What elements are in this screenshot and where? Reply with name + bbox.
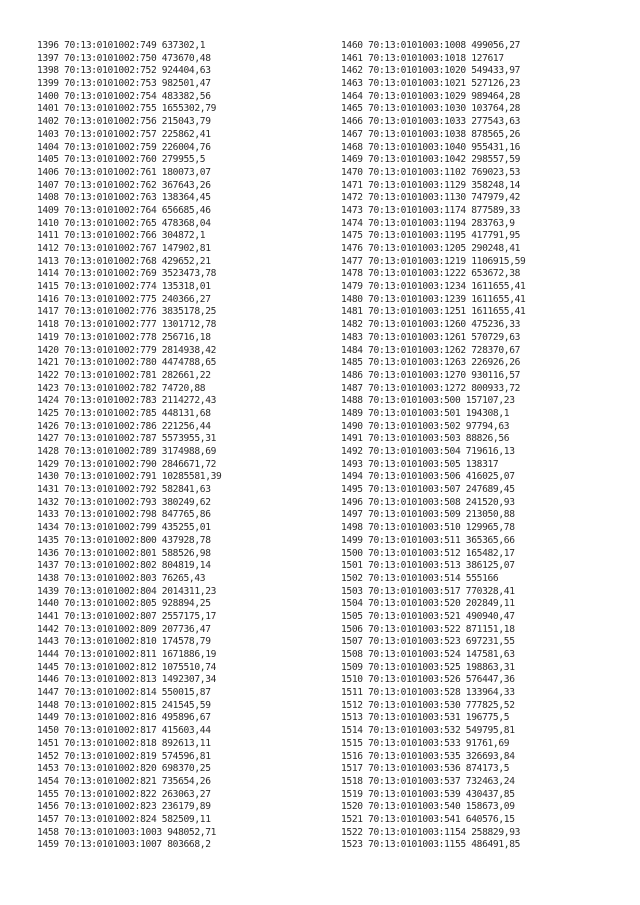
list-item: 1452 70:13:0101002:819 574596,81 — [37, 750, 211, 762]
list-item: 1500 70:13:0101003:512 165482,17 — [341, 547, 515, 559]
list-item: 1495 70:13:0101003:507 247689,45 — [341, 484, 515, 496]
list-item: 1494 70:13:0101003:506 416025,07 — [341, 471, 515, 483]
list-item: 1510 70:13:0101003:526 576447,36 — [341, 674, 515, 686]
list-item: 1438 70:13:0101002:803 76265,43 — [37, 572, 206, 584]
list-item: 1448 70:13:0101002:815 241545,59 — [37, 699, 211, 711]
list-item: 1423 70:13:0101002:782 74720,88 — [37, 382, 206, 394]
list-item: 1437 70:13:0101002:802 804819,14 — [37, 560, 211, 572]
list-item: 1417 70:13:0101002:776 3835178,25 — [37, 306, 217, 318]
list-item: 1414 70:13:0101002:769 3523473,78 — [37, 268, 217, 280]
list-item: 1398 70:13:0101002:752 924404,63 — [37, 65, 211, 77]
left-column — [37, 40, 221, 852]
list-item: 1514 70:13:0101003:532 549795,81 — [341, 725, 515, 737]
list-item: 1436 70:13:0101002:801 588526,98 — [37, 547, 211, 559]
list-item: 1456 70:13:0101002:823 236179,89 — [37, 801, 211, 813]
list-item: 1459 70:13:0101003:1007 803668,2 — [37, 839, 211, 851]
list-item: 1443 70:13:0101002:810 174578,79 — [37, 636, 211, 648]
list-item: 1469 70:13:0101003:1042 298557,59 — [341, 154, 521, 166]
list-item: 1412 70:13:0101002:767 147902,81 — [37, 243, 211, 254]
list-item: 1405 70:13:0101002:760 279955,5 — [37, 154, 206, 166]
list-item: 1418 70:13:0101002:777 1301712,78 — [37, 319, 217, 331]
list-item: 1473 70:13:0101003:1174 877589,33 — [341, 204, 521, 216]
list-item: 1402 70:13:0101002:756 215043,79 — [37, 116, 211, 128]
list-item: 1490 70:13:0101003:502 97794,63 — [341, 420, 510, 432]
list-item: 1497 70:13:0101003:509 213050,88 — [341, 509, 515, 521]
list-item: 1427 70:13:0101002:787 5573955,31 — [37, 433, 217, 445]
list-item: 1504 70:13:0101003:520 202849,11 — [341, 598, 515, 610]
list-item: 1481 70:13:0101003:1251 1611655,41 — [341, 306, 526, 318]
list-item: 1523 70:13:0101003:1155 486491,85 — [341, 839, 521, 851]
list-item: 1501 70:13:0101003:513 386125,07 — [341, 560, 515, 572]
list-item: 1420 70:13:0101002:779 2814938,42 — [37, 344, 217, 356]
list-item: 1416 70:13:0101002:775 240366,27 — [37, 293, 211, 305]
list-item: 1472 70:13:0101003:1130 747979,42 — [341, 192, 521, 204]
list-item: 1408 70:13:0101002:763 138364,45 — [37, 192, 211, 204]
list-item: 1507 70:13:0101003:523 697231,55 — [341, 636, 515, 648]
list-item: 1463 70:13:0101003:1021 527126,23 — [341, 78, 521, 90]
list-item: 1520 70:13:0101003:540 158673,09 — [341, 801, 515, 813]
list-item: 1433 70:13:0101002:798 847765,86 — [37, 509, 211, 521]
list-item: 1482 70:13:0101003:1260 475236,33 — [341, 319, 521, 331]
list-item: 1400 70:13:0101002:754 483382,56 — [37, 90, 211, 102]
list-item: 1508 70:13:0101003:524 147581,63 — [341, 649, 515, 660]
list-item: 1449 70:13:0101002:816 495896,67 — [37, 712, 211, 724]
list-item: 1424 70:13:0101002:783 2114272,43 — [37, 395, 217, 407]
list-item: 1516 70:13:0101003:535 326693,84 — [341, 750, 515, 762]
list-item: 1477 70:13:0101003:1219 1106915,59 — [341, 255, 526, 267]
list-item: 1453 70:13:0101002:820 698370,25 — [37, 763, 211, 775]
list-item: 1401 70:13:0101002:755 1655302,79 — [37, 103, 217, 115]
list-item: 1480 70:13:0101003:1239 1611655,41 — [341, 293, 526, 305]
list-item: 1426 70:13:0101002:786 221256,44 — [37, 420, 211, 432]
list-item: 1411 70:13:0101002:766 304872,1 — [37, 230, 206, 242]
list-item: 1446 70:13:0101002:813 1492307,34 — [37, 674, 217, 686]
list-item: 1506 70:13:0101003:522 871151,18 — [341, 623, 515, 635]
list-item: 1476 70:13:0101003:1205 290248,41 — [341, 243, 521, 254]
list-item: 1421 70:13:0101002:780 4474788,65 — [37, 357, 217, 369]
list-item: 1470 70:13:0101003:1102 769023,53 — [341, 166, 521, 178]
list-item: 1434 70:13:0101002:799 435255,01 — [37, 522, 211, 534]
list-item: 1518 70:13:0101003:537 732463,24 — [341, 775, 515, 787]
list-item: 1451 70:13:0101002:818 892613,11 — [37, 737, 211, 749]
list-item: 1399 70:13:0101002:753 982501,47 — [37, 78, 211, 90]
list-item: 1485 70:13:0101003:1263 226926,26 — [341, 357, 521, 369]
list-item: 1422 70:13:0101002:781 282661,22 — [37, 369, 211, 381]
list-item: 1475 70:13:0101003:1195 417791,95 — [341, 230, 521, 242]
list-item: 1441 70:13:0101002:807 2557175,17 — [37, 610, 217, 622]
list-item: 1471 70:13:0101003:1129 358248,14 — [341, 179, 521, 191]
list-item: 1435 70:13:0101002:800 437928,78 — [37, 534, 211, 546]
list-item: 1496 70:13:0101003:508 241520,93 — [341, 496, 515, 508]
list-item: 1413 70:13:0101002:768 429652,21 — [37, 255, 211, 267]
list-item: 1464 70:13:0101003:1029 989464,28 — [341, 90, 521, 102]
list-item: 1513 70:13:0101003:531 196775,5 — [341, 712, 510, 724]
list-item: 1458 70:13:0101003:1003 948052,71 — [37, 826, 217, 838]
list-item: 1491 70:13:0101003:503 88826,56 — [341, 433, 510, 445]
list-item: 1407 70:13:0101002:762 367643,26 — [37, 179, 211, 191]
list-item: 1442 70:13:0101002:809 207736,47 — [37, 623, 211, 635]
list-item: 1432 70:13:0101002:793 380249,62 — [37, 496, 211, 508]
list-item: 1509 70:13:0101003:525 198863,31 — [341, 661, 515, 673]
list-item: 1428 70:13:0101002:789 3174988,69 — [37, 446, 217, 457]
list-item: 1468 70:13:0101003:1040 955431,16 — [341, 141, 521, 153]
list-item: 1431 70:13:0101002:792 582841,63 — [37, 484, 211, 496]
list-item: 1519 70:13:0101003:539 430437,85 — [341, 788, 515, 800]
list-item: 1489 70:13:0101003:501 194308,1 — [341, 407, 510, 419]
list-item: 1503 70:13:0101003:517 770328,41 — [341, 585, 515, 597]
list-item: 1502 70:13:0101003:514 555166 — [341, 572, 499, 584]
list-item: 1445 70:13:0101002:812 1075510,74 — [37, 661, 217, 673]
list-item: 1415 70:13:0101002:774 135318,01 — [37, 281, 211, 293]
list-item: 1467 70:13:0101003:1038 878565,26 — [341, 128, 521, 140]
list-item: 1439 70:13:0101002:804 2014311,23 — [37, 585, 217, 597]
list-item: 1487 70:13:0101003:1272 800933,72 — [341, 382, 521, 394]
list-item: 1454 70:13:0101002:821 735654,26 — [37, 775, 211, 787]
list-item: 1404 70:13:0101002:759 226004,76 — [37, 141, 211, 153]
list-item: 1484 70:13:0101003:1262 728370,67 — [341, 344, 521, 356]
list-item: 1460 70:13:0101003:1008 499056,27 — [341, 40, 521, 51]
list-item: 1461 70:13:0101003:1018 127617 — [341, 52, 504, 64]
list-item: 1466 70:13:0101003:1033 277543,63 — [341, 116, 521, 128]
list-item: 1429 70:13:0101002:790 2846671,72 — [37, 458, 217, 470]
list-item: 1474 70:13:0101003:1194 283763,9 — [341, 217, 515, 229]
list-item: 1493 70:13:0101003:505 138317 — [341, 458, 499, 470]
list-item: 1430 70:13:0101002:791 10285581,39 — [37, 471, 222, 483]
list-item: 1486 70:13:0101003:1270 930116,57 — [341, 369, 521, 381]
list-item: 1522 70:13:0101003:1154 258829,93 — [341, 826, 521, 838]
list-item: 1457 70:13:0101002:824 582509,11 — [37, 813, 211, 825]
right-column — [341, 40, 525, 852]
list-item: 1499 70:13:0101003:511 365365,66 — [341, 534, 515, 546]
list-item: 1505 70:13:0101003:521 490940,47 — [341, 610, 515, 622]
list-item: 1521 70:13:0101003:541 640576,15 — [341, 813, 515, 825]
list-item: 1447 70:13:0101002:814 550015,87 — [37, 687, 211, 699]
list-item: 1409 70:13:0101002:764 656685,46 — [37, 204, 211, 216]
list-item: 1492 70:13:0101003:504 719616,13 — [341, 446, 515, 457]
list-item: 1397 70:13:0101002:750 473670,48 — [37, 52, 211, 64]
list-item: 1406 70:13:0101002:761 180073,07 — [37, 166, 211, 178]
list-item: 1450 70:13:0101002:817 415603,44 — [37, 725, 211, 737]
list-item: 1488 70:13:0101003:500 157107,23 — [341, 395, 515, 407]
list-item: 1403 70:13:0101002:757 225862,41 — [37, 128, 211, 140]
list-item: 1410 70:13:0101002:765 478368,04 — [37, 217, 211, 229]
list-item: 1425 70:13:0101002:785 448131,68 — [37, 407, 211, 419]
list-item: 1396 70:13:0101002:749 637302,1 — [37, 40, 206, 51]
list-item: 1498 70:13:0101003:510 129965,78 — [341, 522, 515, 534]
list-item: 1455 70:13:0101002:822 263063,27 — [37, 788, 211, 800]
list-item: 1512 70:13:0101003:530 777825,52 — [341, 699, 515, 711]
list-item: 1483 70:13:0101003:1261 570729,63 — [341, 331, 521, 343]
list-item: 1465 70:13:0101003:1030 103764,28 — [341, 103, 521, 115]
list-item: 1511 70:13:0101003:528 133964,33 — [341, 687, 515, 699]
list-item: 1462 70:13:0101003:1020 549433,97 — [341, 65, 521, 77]
list-item: 1478 70:13:0101003:1222 653672,38 — [341, 268, 521, 280]
list-item: 1515 70:13:0101003:533 91761,69 — [341, 737, 510, 749]
list-item: 1440 70:13:0101002:805 928894,25 — [37, 598, 211, 610]
list-item: 1517 70:13:0101003:536 874173,5 — [341, 763, 510, 775]
list-item: 1419 70:13:0101002:778 256716,18 — [37, 331, 211, 343]
list-item: 1479 70:13:0101003:1234 1611655,41 — [341, 281, 526, 293]
list-item: 1444 70:13:0101002:811 1671886,19 — [37, 649, 217, 660]
